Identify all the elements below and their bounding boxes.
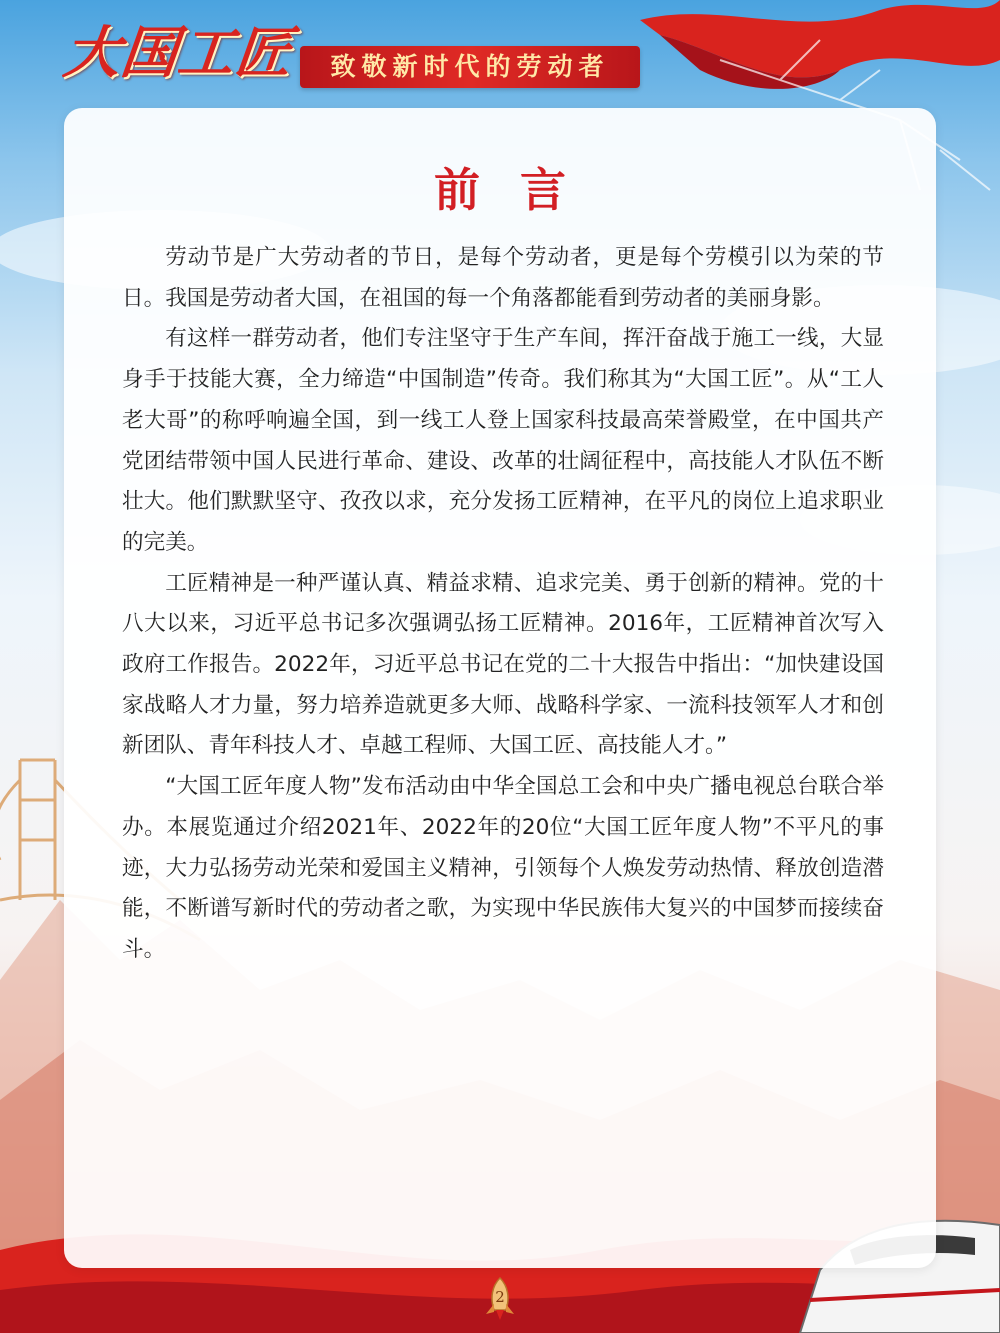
page-number: 2 bbox=[495, 1288, 505, 1306]
paragraph: “大国工匠年度人物”发布活动由中华全国总工会和中央广播电视总台联合举办。本展览通过介绍2021年、2022年的20位“大国工匠年度人物”不平凡的事迹，大力弘扬劳动光荣和爱国主义精神，引领每个人焕发劳动热情、释放创造潜能，不断谱写新时代的劳动者之歌，为实现中华民族伟大复兴的中国梦而接续奋斗。 bbox=[122, 774, 884, 962]
page-title: 前言 bbox=[434, 163, 606, 217]
paragraph: 工匠精神是一种严谨认真、精益求精、追求完美、勇于创新的精神。党的十八大以来，习近平总书记多次强调弘扬工匠精神。2016年，工匠精神首次写入政府工作报告。2022年，习近平总书记在党的二十大报告中指出：“加快建设国家战略人才力量，努力培养造就更多大师、战略科学家、一流科技领军人才和创新团队、青年科技人才、卓越工程师、大国工匠、高技能人才。” bbox=[122, 570, 884, 759]
paragraph: 劳动节是广大劳动者的节日，是每个劳动者，更是每个劳模引以为荣的节日。我国是劳动者大国，在祖国的每一个角落都能看到劳动者的美丽身影。 bbox=[122, 245, 884, 311]
brand-title: 大国工匠 bbox=[60, 20, 296, 86]
slogan-banner: 致敬新时代的劳动者 bbox=[300, 46, 640, 88]
preface-body bbox=[122, 238, 884, 971]
paragraph: 有这样一群劳动者，他们专注坚守于生产车间，挥汗奋战于施工一线，大显身手于技能大赛，全力缔造“中国制造”传奇。我们称其为“大国工匠”。从“工人老大哥”的称呼响遍全国，到一线工人登上国家科技最高荣誉殿堂，在中国共产党团结带领中国人民进行革命、建设、改革的壮阔征程中，高技能人才队伍不断壮大。他们默默坚守、孜孜以求，充分发扬工匠精神，在平凡的岗位上追求职业的完美。 bbox=[122, 326, 884, 555]
